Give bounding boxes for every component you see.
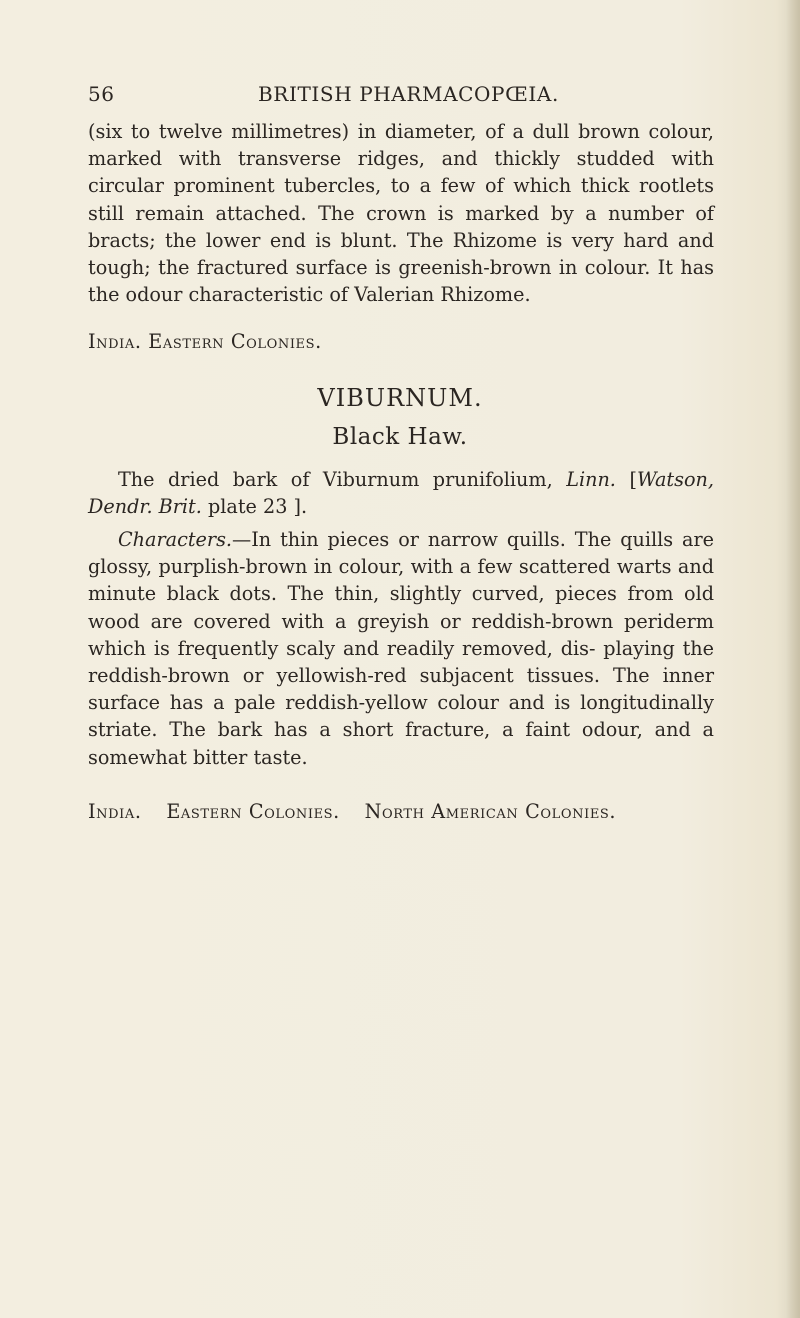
region-india: India.: [88, 800, 142, 823]
continuation-paragraph-block: [88, 118, 714, 308]
characters-text: —In thin pieces or narrow quills. The quills are glossy, purplish-brown in colour, with a few scattered warts and minute black dots. The thin, slightly curved, pieces from old wood are covered with a greyish or reddish-brown periderm which is frequently scaly and readily removed, dis- playing the reddish-brown or yellowish-red subjacent tissues. The inner surface has a pale reddish-yellow colour and is longitudinally striate. The bark has a short fracture, a faint odour, and a somewhat bitter taste.: [88, 528, 714, 769]
running-title: BRITISH PHARMACOPŒIA.: [258, 82, 559, 106]
characters-label: Characters.: [118, 528, 233, 551]
intro-authority: Linn.: [566, 468, 616, 491]
intro-text: The dried bark of Viburnum prunifolium,: [118, 468, 553, 491]
characters-paragraph: [88, 526, 714, 771]
intro-ref-plate: plate 23 ].: [207, 495, 308, 519]
entry-intro-block: [88, 466, 714, 520]
entry-title: VIBURNUM.: [317, 384, 483, 412]
intro-ref-italic: Watson, Dendr. Brit.: [88, 468, 714, 519]
continuation-paragraph: (six to twelve millimetres) in diameter, of a dull brown colour, marked with transverse ridges, and thickly studded with circular prominent tubercles, to a few of which thick rootlets still remain attached. The crown is marked by a number of bracts; the lower end is blunt. The Rhizome is very hard and tough; the fractured surface is greenish-brown in colour. It has the odour characteristic of Valerian Rhizome.: [88, 120, 714, 307]
continuation-regions: India. Eastern Colonies.: [88, 330, 322, 353]
page-number: 56: [88, 82, 115, 106]
characters-block: [88, 526, 714, 771]
region-eastern-colonies: Eastern Colonies.: [166, 800, 340, 823]
page-edge-shadow: [786, 0, 800, 1318]
entry-intro: [88, 466, 714, 520]
region-north-american-colonies: North American Colonies.: [364, 800, 617, 823]
entry-regions: [88, 800, 634, 823]
entry-subtitle: Black Haw.: [332, 424, 468, 450]
intro-ref-open: [: [629, 468, 637, 491]
